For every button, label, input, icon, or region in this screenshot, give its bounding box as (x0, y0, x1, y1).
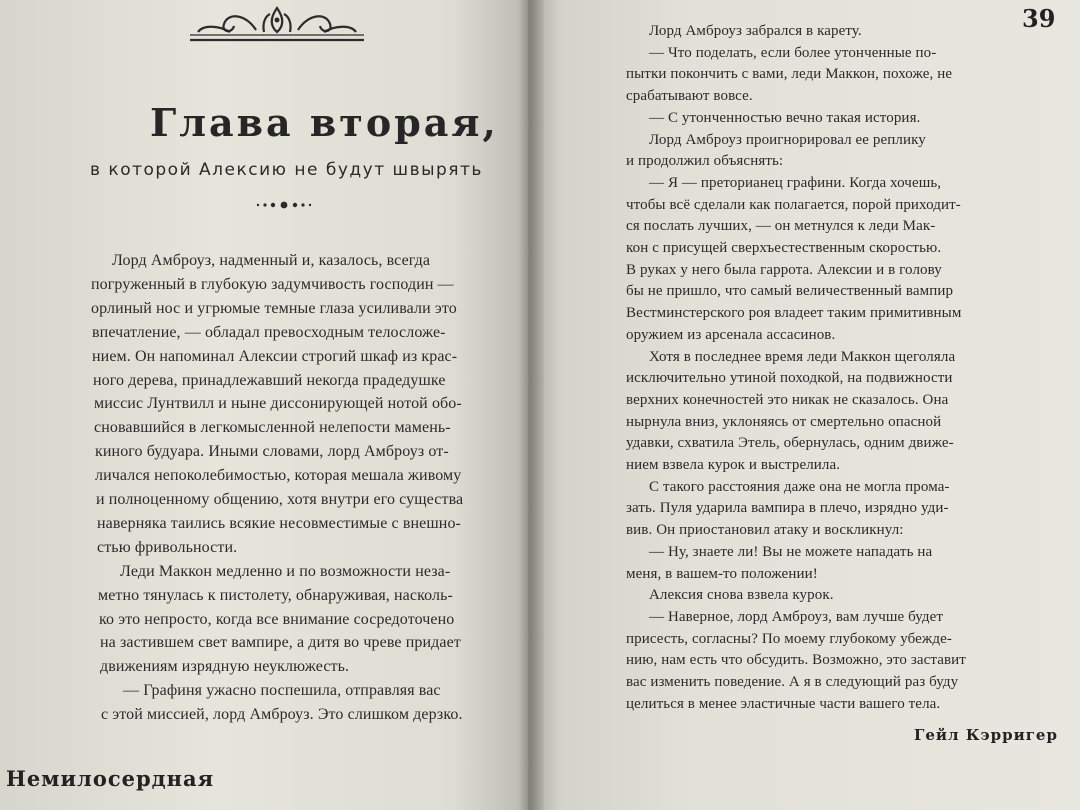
text-line: ко это непросто, когда все внимание сосредоточено (99, 610, 455, 628)
text-line: орлиный нос и угрюмые темные глаза усиливали это (91, 299, 457, 317)
text-line: Вестминстерского роя владеет таким примитивным (626, 305, 962, 322)
page-number: 39 (1022, 4, 1056, 33)
chapter-title: Глава вторая, (150, 100, 499, 145)
text-line: ся послать лучших, — он метнулся к леди Мак- (626, 218, 936, 235)
text-line: с этой миссией, лорд Амброуз. Это слишком дерзко. (101, 706, 463, 724)
text-line: нием взвела курок и выстрелила. (626, 457, 841, 473)
text-line: срабатывают вовсе. (626, 88, 753, 105)
running-head-left: Немилосердная (6, 766, 215, 791)
text-line: оружием из арсенала ассасинов. (626, 326, 836, 343)
text-line: Лорд Амброуз проигнорировал ее реплику (649, 131, 926, 148)
right-page (528, 0, 1080, 810)
running-head-right: Гейл Кэрригер (914, 726, 1058, 744)
text-line: чтобы всё сделали как полагается, порой приходит- (626, 196, 961, 213)
text-line: и полноценному общению, хотя внутри его существа (96, 491, 464, 508)
text-line: ного дерева, принадлежавший некогда прадедушке (93, 371, 446, 389)
text-line: вас изменить поведение. А я в следующий раз буду (626, 674, 959, 690)
header-ornament (186, 4, 368, 44)
text-line: Леди Маккон медленно и по возможности неза- (120, 562, 451, 580)
text-line: Алексия снова взвела курок. (649, 587, 834, 604)
text-line: В руках у него была гаррота. Алексии и в голову (626, 261, 942, 278)
text-line: метно тянулась к пистолету, обнаруживая, насколь- (98, 586, 453, 604)
text-line: движениям изрядную неуклюжесть. (100, 658, 350, 676)
text-line: личался непоколебимостью, которая мешала живому (95, 467, 462, 485)
text-line: миссис Лунтвилл и ныне диссонирующей нотой обо- (94, 395, 462, 413)
text-line: меня, в вашем-то положении! (626, 565, 818, 582)
text-line: наверняка таились всякие несовместимые с внешно- (97, 514, 461, 532)
text-line: — С утонченностью вечно такая история. (649, 109, 921, 126)
text-line: Лорд Амброуз забрался в карету. (649, 23, 862, 39)
text-line: — Наверное, лорд Амброуз, вам лучше будет (649, 608, 944, 625)
text-line: пытки покончить с вами, леди Маккон, похоже, не (626, 66, 953, 83)
text-line: присесть, согласны? По моему глубокому убежде- (626, 630, 952, 647)
text-line: целиться в менее эластичные части вашего тела. (626, 695, 941, 712)
text-line: исключительно утиной походкой, на подвижности (626, 370, 953, 387)
text-line: впечатление, — обладал превосходным телосложе- (92, 323, 446, 341)
text-line: Хотя в последнее время леди Маккон щеголяла (649, 348, 956, 365)
text-line: кон с присущей сверхъестественным скоростью. (626, 240, 942, 256)
text-line: на застившем свет вампире, а дитя во чреве придает (100, 634, 461, 652)
text-line: — Графиня ужасно поспешила, отправляя вас (123, 682, 441, 700)
text-line: киного будуара. Иными словами, лорд Амброуз от- (95, 443, 449, 461)
text-line: и продолжил объяснять: (626, 153, 784, 170)
text-line: — Ну, знаете ли! Вы не можете нападать на (649, 543, 933, 560)
left-page (0, 0, 532, 810)
text-line: нию, нам есть что обсудить. Возможно, это заставит (626, 652, 966, 669)
text-line: стью фривольности. (97, 538, 238, 556)
text-line: — Что поделать, если более утонченные по- (649, 44, 937, 61)
text-line: Лорд Амброуз, надменный и, казалось, всегда (112, 252, 431, 269)
text-line: — Я — преторианец графини. Когда хочешь, (649, 174, 942, 191)
text-line: нырнула вниз, уклоняясь от смертельно опасной (626, 413, 942, 430)
book-gutter-shadow (518, 0, 544, 810)
text-line: С такого расстояния даже она не могла прома- (649, 478, 950, 495)
chapter-subtitle: в которой Алексию не будут швырять (90, 160, 483, 180)
text-line: вив. Он приостановил атаку и воскликнул: (626, 522, 904, 539)
text-line: верхних конечностей это никак не сказалось. Она (626, 391, 949, 408)
text-line: удавки, схватила Этель, обернулась, одним движе- (626, 435, 954, 452)
text-line: бы не пришло, что самый величественный вампир (626, 283, 954, 300)
dots-ornament (254, 198, 314, 212)
text-line: зать. Пуля ударила вампира в плечо, изрядно уди- (626, 500, 949, 517)
text-line: сновавшийся в легкомысленной нелепости мамень- (94, 419, 451, 437)
text-line: погруженный в глубокую задумчивость господин — (91, 275, 454, 293)
text-line: нием. Он напоминал Алексии строгий шкаф из крас- (92, 347, 458, 365)
